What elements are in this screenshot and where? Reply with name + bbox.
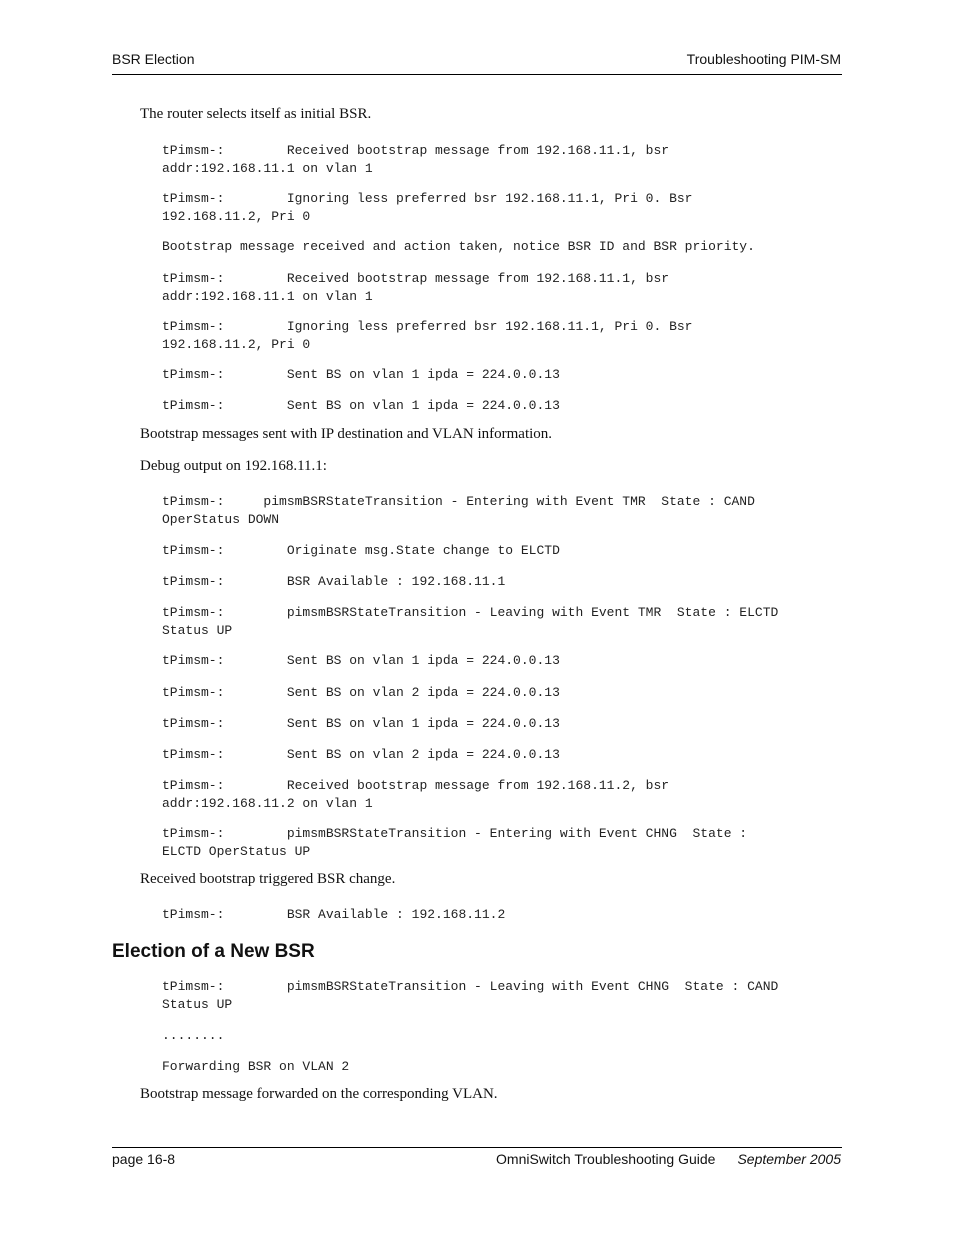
- code-block-6: tPimsm-: Sent BS on vlan 1 ipda = 224.0.0.13: [162, 367, 560, 382]
- code-block-20: ........: [162, 1028, 225, 1043]
- intro-paragraph: The router selects itself as initial BSR.: [140, 106, 372, 122]
- footer-date: September 2005: [737, 1151, 841, 1167]
- code-block-18: tPimsm-: BSR Available : 192.168.11.2: [162, 907, 506, 922]
- code-block-4: tPimsm-: Received bootstrap message from 192.168.11.1, bsr addr:192.168.11.1 on vlan 1: [162, 271, 670, 304]
- code-block-21: Forwarding BSR on VLAN 2: [162, 1059, 350, 1074]
- bootstrap-sent-paragraph: Bootstrap messages sent with IP destination and VLAN information.: [140, 426, 553, 442]
- code-block-7: tPimsm-: Sent BS on vlan 1 ipda = 224.0.0.13: [162, 398, 560, 413]
- forwarded-paragraph: Bootstrap message forwarded on the corresponding VLAN.: [140, 1086, 498, 1102]
- code-block-16: tPimsm-: Received bootstrap message from 192.168.11.2, bsr addr:192.168.11.2 on vlan 1: [162, 778, 670, 811]
- code-block-5: tPimsm-: Ignoring less preferred bsr 192.168.11.1, Pri 0. Bsr 192.168.11.2, Pri 0: [162, 319, 693, 352]
- debug-output-paragraph: Debug output on 192.168.11.1:: [140, 458, 327, 474]
- footer-guide-title: OmniSwitch Troubleshooting Guide: [496, 1151, 716, 1167]
- received-change-paragraph: Received bootstrap triggered BSR change.: [140, 871, 396, 887]
- header-section-title: BSR Election: [112, 51, 195, 67]
- code-block-9: tPimsm-: Originate msg.State change to ELCTD: [162, 543, 560, 558]
- code-block-12: tPimsm-: Sent BS on vlan 1 ipda = 224.0.0.13: [162, 653, 560, 668]
- code-block-15: tPimsm-: Sent BS on vlan 2 ipda = 224.0.0.13: [162, 747, 560, 762]
- code-block-8: tPimsm-: pimsmBSRStateTransition - Entering with Event TMR State : CAND OperStatus DOWN: [162, 494, 755, 527]
- code-block-17: tPimsm-: pimsmBSRStateTransition - Entering with Event CHNG State : ELCTD OperStatus UP: [162, 826, 748, 859]
- code-block-19: tPimsm-: pimsmBSRStateTransition - Leaving with Event CHNG State : CAND Status UP: [162, 979, 779, 1012]
- code-block-13: tPimsm-: Sent BS on vlan 2 ipda = 224.0.0.13: [162, 685, 560, 700]
- header-rule: [112, 74, 842, 75]
- footer-info: [496, 1151, 841, 1167]
- code-block-10: tPimsm-: BSR Available : 192.168.11.1: [162, 574, 506, 589]
- code-block-3: Bootstrap message received and action taken, notice BSR ID and BSR priority.: [162, 239, 755, 254]
- footer-rule: [112, 1147, 842, 1148]
- code-block-14: tPimsm-: Sent BS on vlan 1 ipda = 224.0.0.13: [162, 716, 560, 731]
- section-heading: Election of a New BSR: [112, 941, 315, 962]
- code-block-2: tPimsm-: Ignoring less preferred bsr 192.168.11.1, Pri 0. Bsr 192.168.11.2, Pri 0: [162, 191, 693, 224]
- page-number: page 16-8: [112, 1151, 176, 1167]
- header-chapter-title: Troubleshooting PIM-SM: [686, 51, 841, 67]
- code-block-11: tPimsm-: pimsmBSRStateTransition - Leaving with Event TMR State : ELCTD Status UP: [162, 605, 779, 638]
- code-block-1: tPimsm-: Received bootstrap message from 192.168.11.1, bsr addr:192.168.11.1 on vlan 1: [162, 143, 670, 176]
